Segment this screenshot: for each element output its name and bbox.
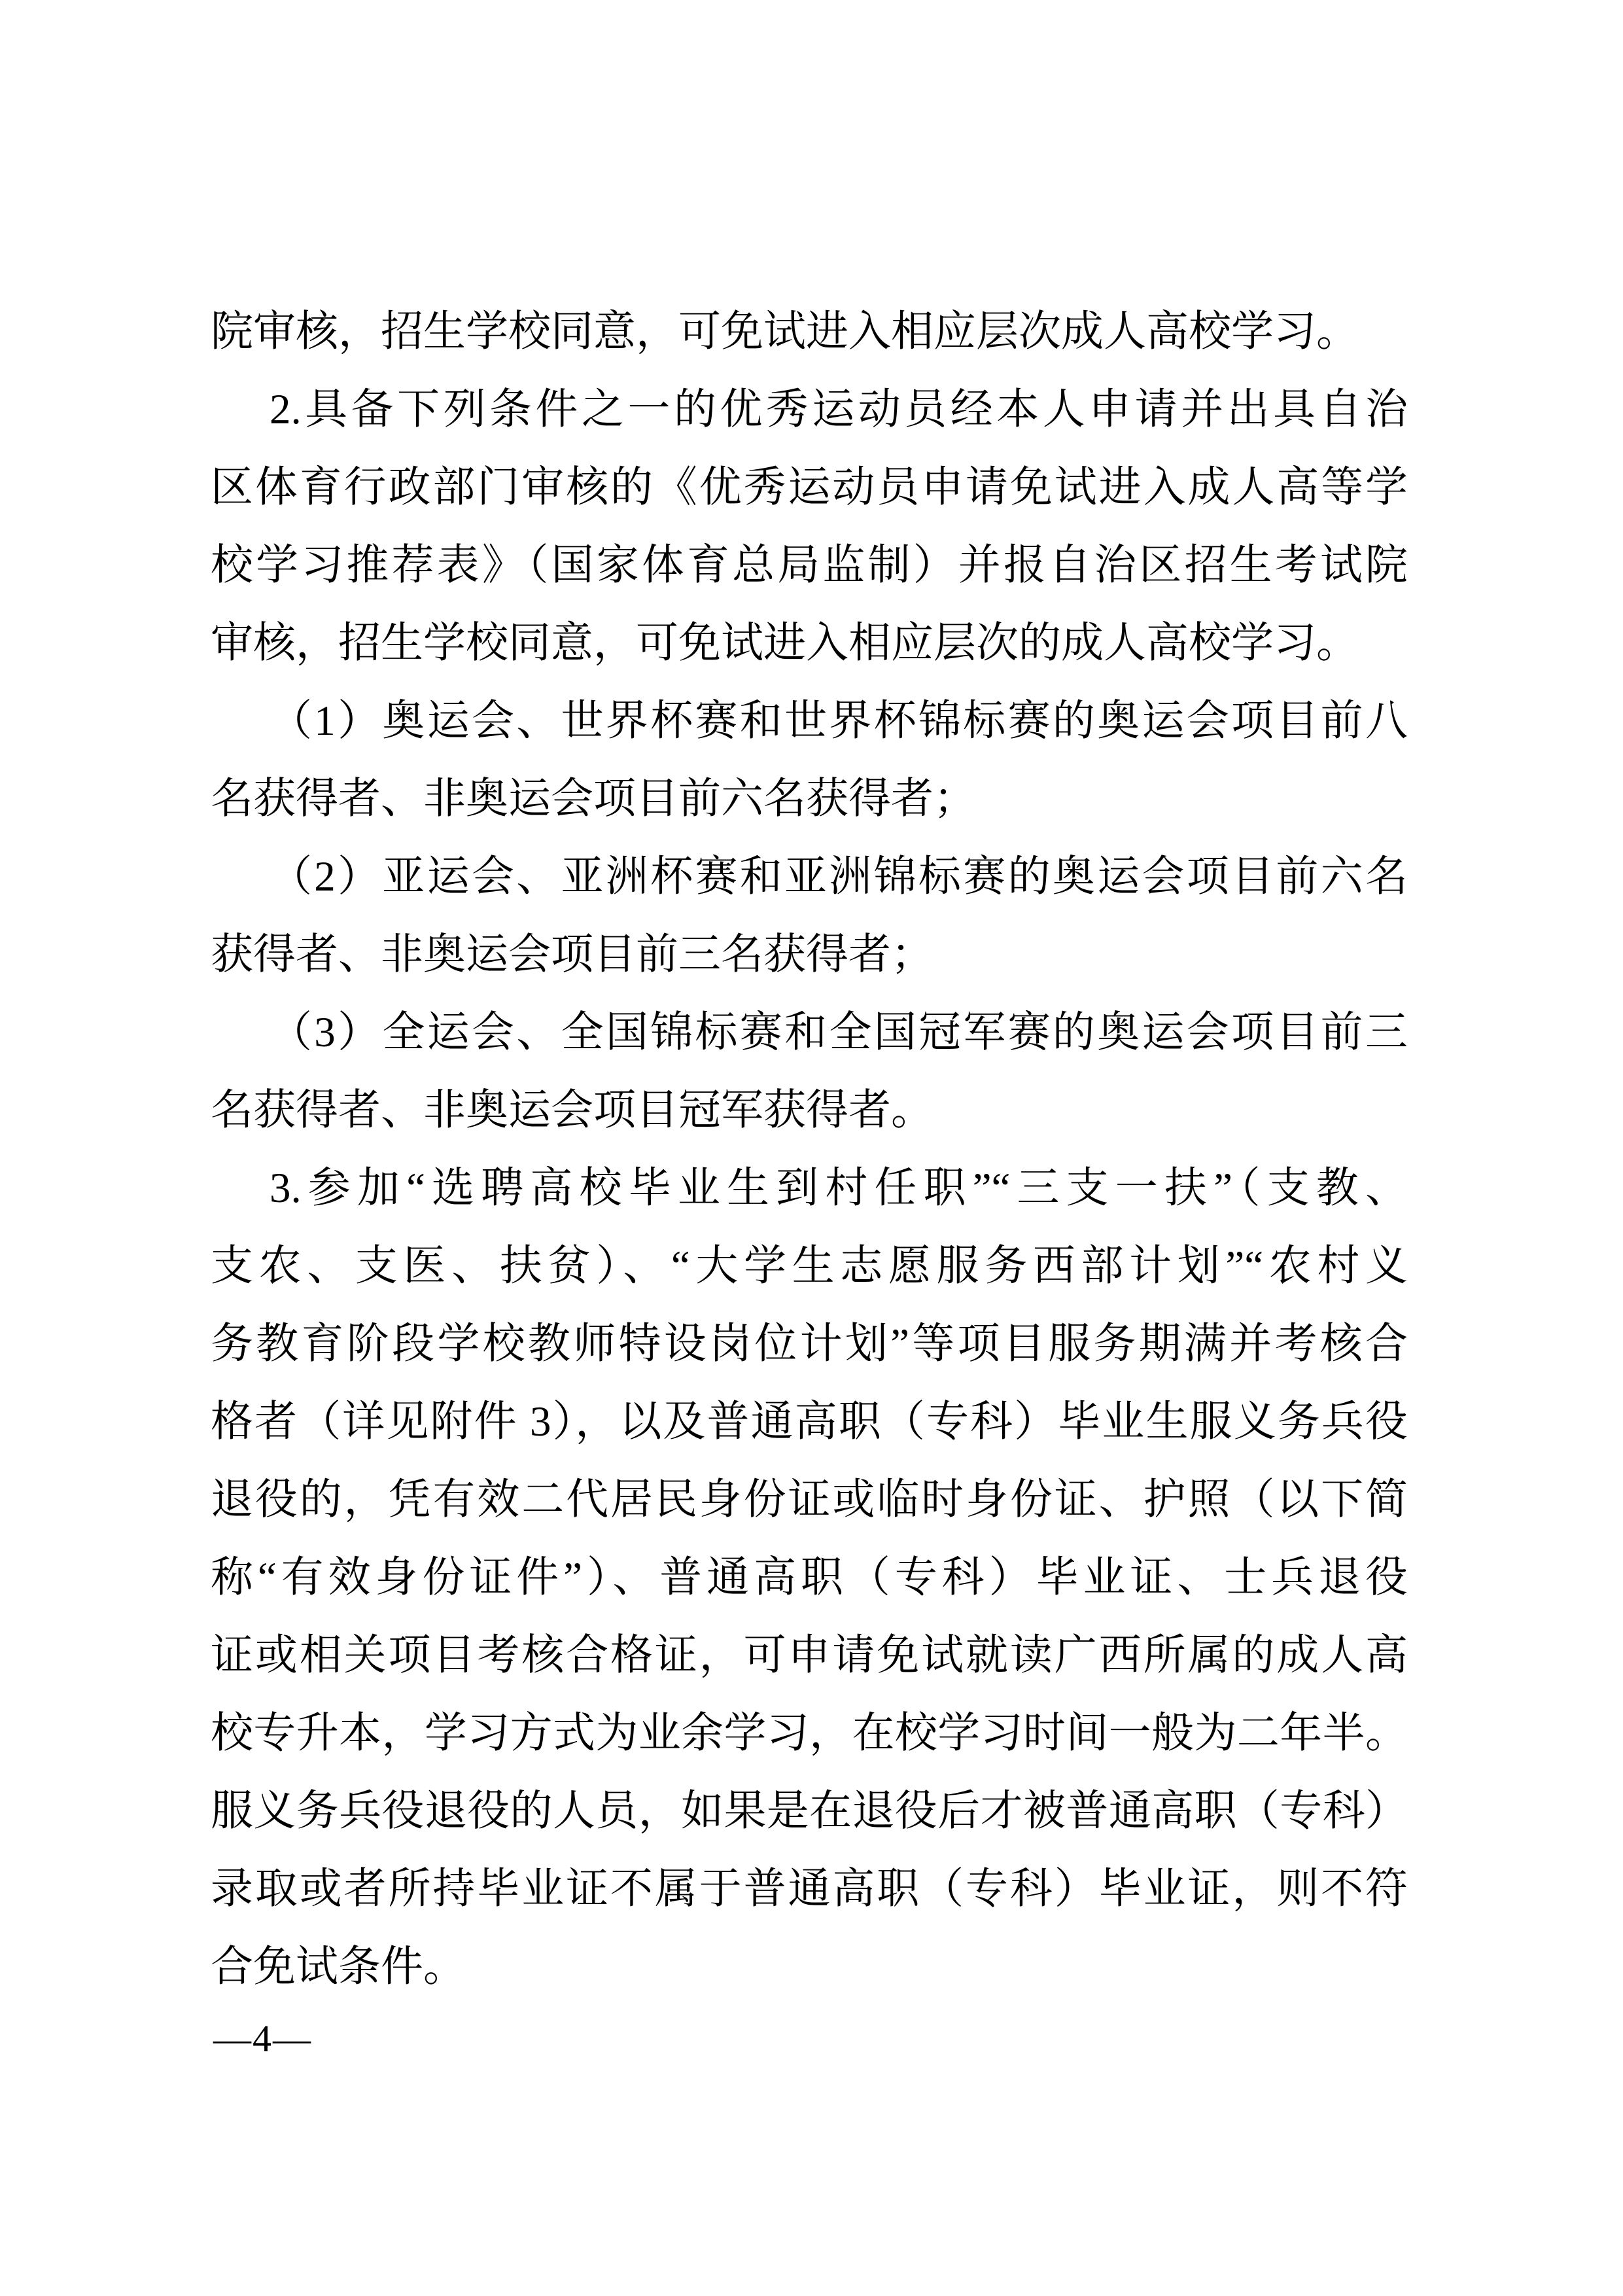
page-number: —4— xyxy=(213,2017,312,2060)
text-line: 名获得者、非奥运会项目前六名获得者； xyxy=(211,775,977,822)
text-line: 格者（详见附件 3），以及普通高职（专科）毕业生服义务兵役 xyxy=(211,1398,1408,1445)
text-line: 获得者、非奥运会项目前三名获得者； xyxy=(211,931,934,978)
text-line: 合免试条件。 xyxy=(211,1943,466,1990)
text-line: （1）奥运会、世界杯赛和世界杯锦标赛的奥运会项目前八 xyxy=(270,698,1408,745)
text-line: 退役的，凭有效二代居民身份证或临时身份证、护照（以下简 xyxy=(211,1476,1408,1523)
text-line: 务教育阶段学校教师特设岗位计划”等项目服务期满并考核合 xyxy=(211,1320,1408,1368)
text-line: 支农、支医、扶贫）、“大学生志愿服务西部计划”“农村义 xyxy=(211,1243,1408,1290)
text-line: 区体育行政部门审核的《优秀运动员申请免试进入成人高等学 xyxy=(211,464,1408,511)
text-line: 证或相关项目考核合格证，可申请免试就读广西所属的成人高 xyxy=(211,1632,1408,1679)
text-line: 校专升本，学习方式为业余学习，在校学习时间一般为二年半。 xyxy=(211,1710,1408,1757)
text-line: 3.参加“选聘高校毕业生到村任职”“三支一扶”（支教、 xyxy=(270,1165,1408,1212)
text-line: 名获得者、非奥运会项目冠军获得者。 xyxy=(211,1087,934,1134)
text-line: 审核，招生学校同意，可免试进入相应层次的成人高校学习。 xyxy=(211,620,1359,667)
document-body xyxy=(211,293,1408,2006)
text-line: （2）亚运会、亚洲杯赛和亚洲锦标赛的奥运会项目前六名 xyxy=(270,853,1408,900)
text-line: （3）全运会、全国锦标赛和全国冠军赛的奥运会项目前三 xyxy=(270,1009,1408,1056)
text-line: 校学习推荐表》（国家体育总局监制）并报自治区招生考试院 xyxy=(211,542,1408,589)
text-line: 院审核，招生学校同意，可免试进入相应层次成人高校学习。 xyxy=(211,308,1359,355)
text-line: 称“有效身份证件”）、普通高职（专科）毕业证、士兵退役 xyxy=(211,1554,1408,1601)
text-line: 录取或者所持毕业证不属于普通高职（专科）毕业证，则不符 xyxy=(211,1865,1408,1913)
text-line: 服义务兵役退役的人员，如果是在退役后才被普通高职（专科） xyxy=(211,1788,1408,1835)
text-line: 2.具备下列条件之一的优秀运动员经本人申请并出具自治 xyxy=(270,386,1408,433)
